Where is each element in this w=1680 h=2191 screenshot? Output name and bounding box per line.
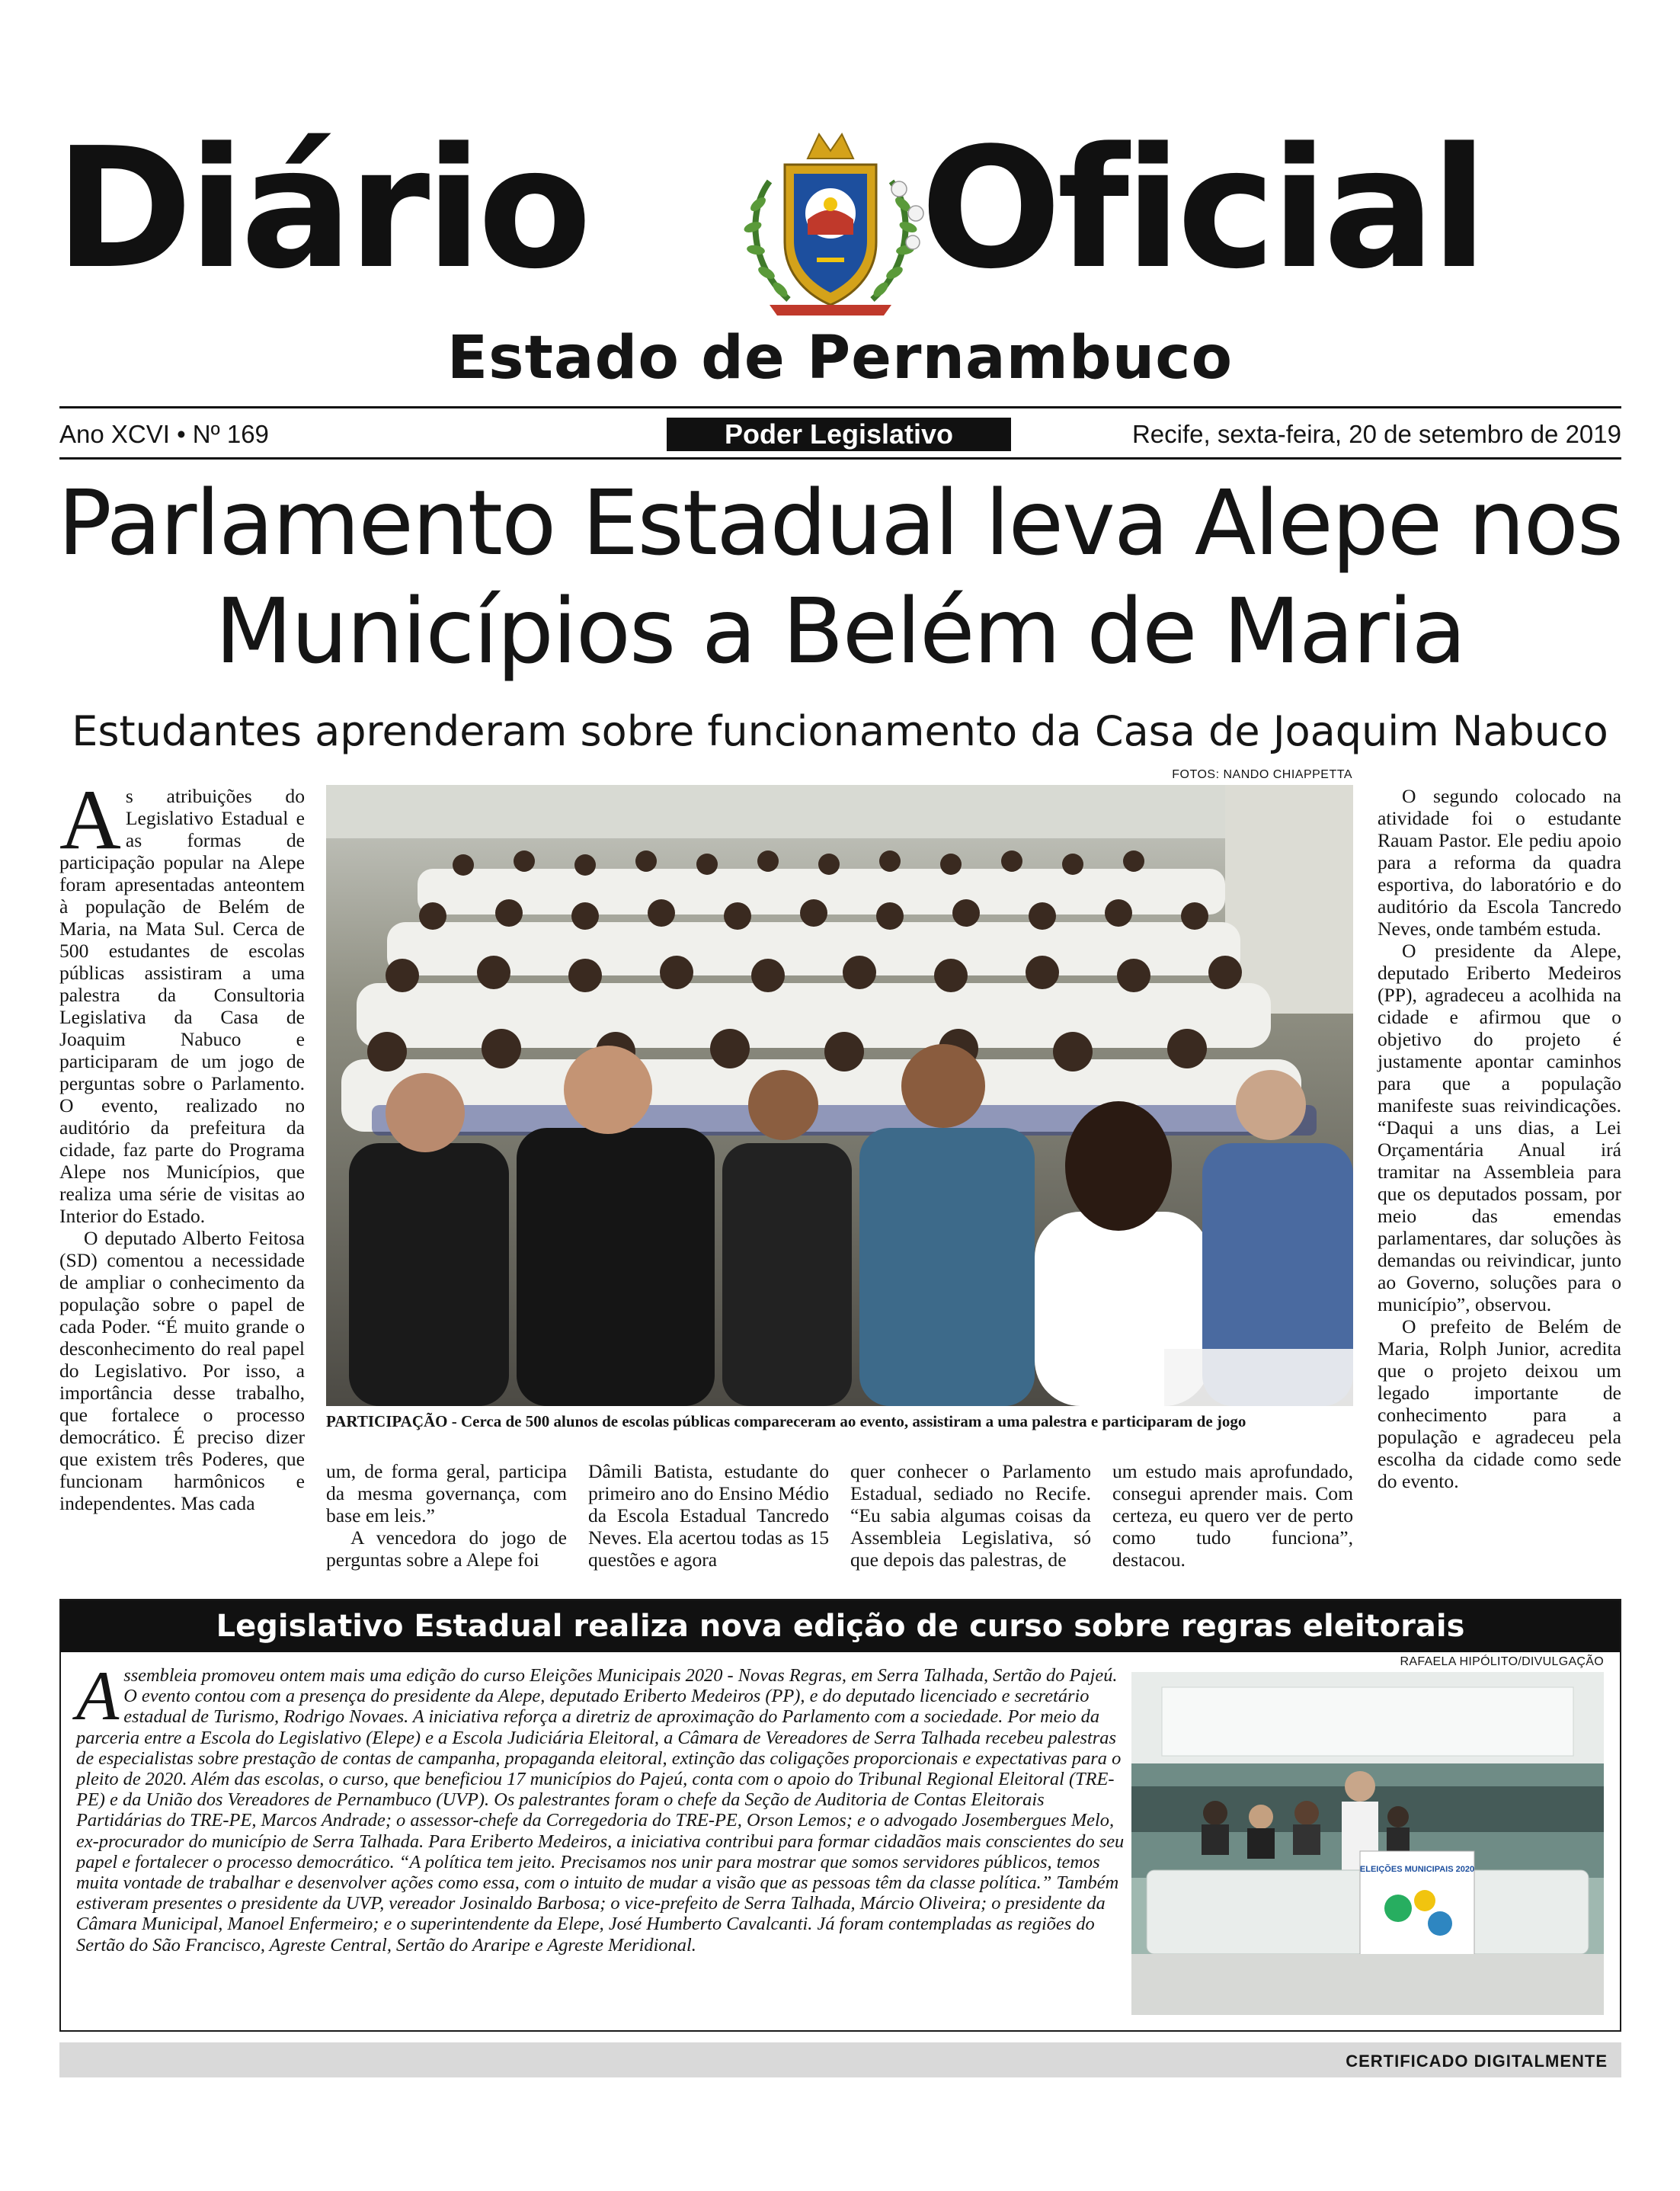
- masthead-title-left: Diário: [55, 113, 587, 306]
- masthead-rule-top: [59, 406, 1621, 408]
- masthead-rule-bottom: [59, 457, 1621, 460]
- dropcap: A: [59, 773, 121, 867]
- caption-label: PARTICIPAÇÃO -: [326, 1412, 457, 1430]
- paragraph: quer conhecer o Parlamento Estadual, sediado no Recife. “Eu sabia algumas coisas da Assembleia Legislativa, só que depois das palestras, de: [850, 1460, 1091, 1571]
- lead-column-5: [1112, 1460, 1353, 1571]
- section-tag: Poder Legislativo: [667, 418, 1011, 451]
- paragraph: s atribuições do Legislativo Estadual e as formas de participação popular na Alepe foram apresentadas anteontem à população de Belém de Maria, na Mata Sul. Cerca de 500 estudantes de escolas públicas assistiram a uma palestra da Consultoria Legislativa da Casa de Joaquim Nabuco e participaram de um jogo de perguntas sobre o Parlamento. O evento, realizado no auditório da prefeitura da cidade, faz parte do Programa Alepe nos Municípios, que realiza uma série de visitas ao Interior do Estado.: [59, 785, 305, 1227]
- lead-column-3: [588, 1460, 829, 1571]
- paragraph: ssembleia promoveu ontem mais uma edição do curso Eleições Municipais 2020 - Novas Regras, em Serra Talhada, Sertão do Pajeú. O evento contou com a presença do presidente da Alepe, deputado Eriberto Medeiros (PP), e do deputado licenciado e secretário estadual de Turismo, Rodrigo Novaes. A iniciativa reforça a diretriz de aproximação do Parlamento com a sociedade. Por meio da parceria entre a Escola do Legislativo (Elepe) e a Escola Judiciária Eleitoral, a Câmara de Vereadores de Serra Talhada recebeu palestras de especialistas sobre prestação de contas de campanha, propaganda eleitoral, extinção das coligações proporcionais e expectativas para o pleito de 2020. Além das escolas, o curso, que beneficiou 17 municípios do Pajeú, conta com o apoio do Tribunal Regional Eleitoral (TRE-PE) e da União dos Vereadores de Pernambuco (UVP). Os palestrantes foram o chefe da Seção de Auditoria de Contas Eleitorais Partidárias do TRE-PE, Marcos Andrade; o assessor-chefe da Corregedoria do TRE-PE, Orson Lemos; e o advogado Josembergues Melo, ex-procurador do município de Serra Talhada. Para Eriberto Medeiros, a iniciativa contribui para formar cidadãos mais conscientes do seu papel e fortalecer o processo democrático. “A política tem jeito. Precisamos nos unir para mostrar que somos servidores públicos, temos muita vontade de trabalhar e desenvolver ações como essa, com o intuito de mudar a visão que as pessoas têm da classe política.” Também estiveram presentes o presidente da UVP, vereador Josinaldo Barbosa; o vice-prefeito de Serra Talhada, Márcio Oliveira; o presidente da Câmara Municipal, Manoel Enfermeiro; e o superintendente da Elepe, José Humberto Cavalcanti. Já foram contempladas as regiões do Sertão do São Francisco, Agreste Central, Sertão do Araripe e Agreste Meridional.: [76, 1665, 1125, 1956]
- pernambuco-coat-of-arms-icon: [716, 128, 945, 319]
- lead-column-1: [59, 773, 305, 1514]
- lead-column-4: [850, 1460, 1091, 1571]
- lead-photo: [326, 785, 1353, 1406]
- edition-number: Ano XCVI • Nº 169: [59, 420, 269, 448]
- paragraph: Dâmili Batista, estudante do primeiro ano do Ensino Médio da Escola Estadual Tancredo Neves. Ela acertou todas as 15 questões e agora: [588, 1460, 829, 1571]
- photo-credit: RAFAELA HIPÓLITO/DIVULGAÇÃO: [1400, 1655, 1604, 1668]
- lead-column-2: [326, 1460, 567, 1571]
- lead-headline: Parlamento Estadual leva Alepe nos Municípios a Belém de Maria: [57, 470, 1623, 684]
- photo-credit: FOTOS: NANDO CHIAPPETTA: [1172, 768, 1352, 781]
- caption-text: Cerca de 500 alunos de escolas públicas compareceram ao evento, assistiram a uma palestra e participaram de jogo: [456, 1412, 1246, 1430]
- paragraph: O segundo colocado na atividade foi o estudante Rauam Pastor. Ele pediu apoio para a reforma da quadra esportiva, do laboratório e do auditório da Escola Tancredo Neves, onde também estuda.: [1378, 785, 1621, 940]
- boxed-story-title: Legislativo Estadual realiza nova edição de curso sobre regras eleitorais: [61, 1600, 1620, 1652]
- masthead-subtitle: Estado de Pernambuco: [446, 324, 1234, 392]
- audience-of-students-photo: [326, 785, 1353, 1406]
- dateline: Recife, sexta-feira, 20 de setembro de 2019: [1131, 420, 1621, 448]
- speaker-at-podium-photo: [1131, 1672, 1604, 2015]
- lead-column-6: [1378, 785, 1621, 1492]
- paragraph: um, de forma geral, participa da mesma governança, com base em leis.”: [326, 1460, 567, 1526]
- banner-text: ELEIÇÕES MUNICIPAIS 2020: [1359, 1865, 1475, 1874]
- dropcap: A: [76, 1657, 120, 1735]
- boxed-story-body: [76, 1657, 1128, 1956]
- masthead-title-right: Oficial: [920, 113, 1483, 306]
- paragraph: A vencedora do jogo de perguntas sobre a Alepe foi: [326, 1526, 567, 1571]
- paragraph: O presidente da Alepe, deputado Eriberto Medeiros (PP), agradeceu a acolhida na cidade e afirmou que o objetivo do projeto é justamente apontar caminhos para que a população manifeste suas reivindicações. “Daqui a uns dias, a Lei Orçamentária Anual irá tramitar na Assembleia para que os deputados possam, por meio das emendas parlamentares, dar soluções às demandas ou reivindicar, junto ao Governo, soluções para o município”, observou.: [1378, 940, 1621, 1315]
- masthead: [55, 113, 1621, 335]
- digital-certification-label: CERTIFICADO DIGITALMENTE: [1346, 2052, 1608, 2071]
- lead-photo-caption: [326, 1411, 1353, 1431]
- paragraph: O prefeito de Belém de Maria, Rolph Junior, acredita que o projeto deixou um legado importante de conhecimento para a população e agradeceu pela escolha da cidade como sede do evento.: [1378, 1315, 1621, 1492]
- boxed-story-photo: [1131, 1672, 1604, 2015]
- paragraph: O deputado Alberto Feitosa (SD) comentou a necessidade de ampliar o conhecimento da população sobre o papel de cada Poder. “É muito grande o desconhecimento do real papel do Legislativo. Por isso, a importância desse trabalho, que fortalece o processo democrático. É preciso dizer que existem três Poderes, que funcionam harmônicos e independentes. Mas cada: [59, 1227, 305, 1514]
- paragraph: um estudo mais aprofundado, consegui aprender mais. Com certeza, eu quero ver de perto como tudo funciona”, destacou.: [1112, 1460, 1353, 1571]
- lead-deck: Estudantes aprenderam sobre funcionamento da Casa de Joaquim Nabuco: [72, 707, 1608, 755]
